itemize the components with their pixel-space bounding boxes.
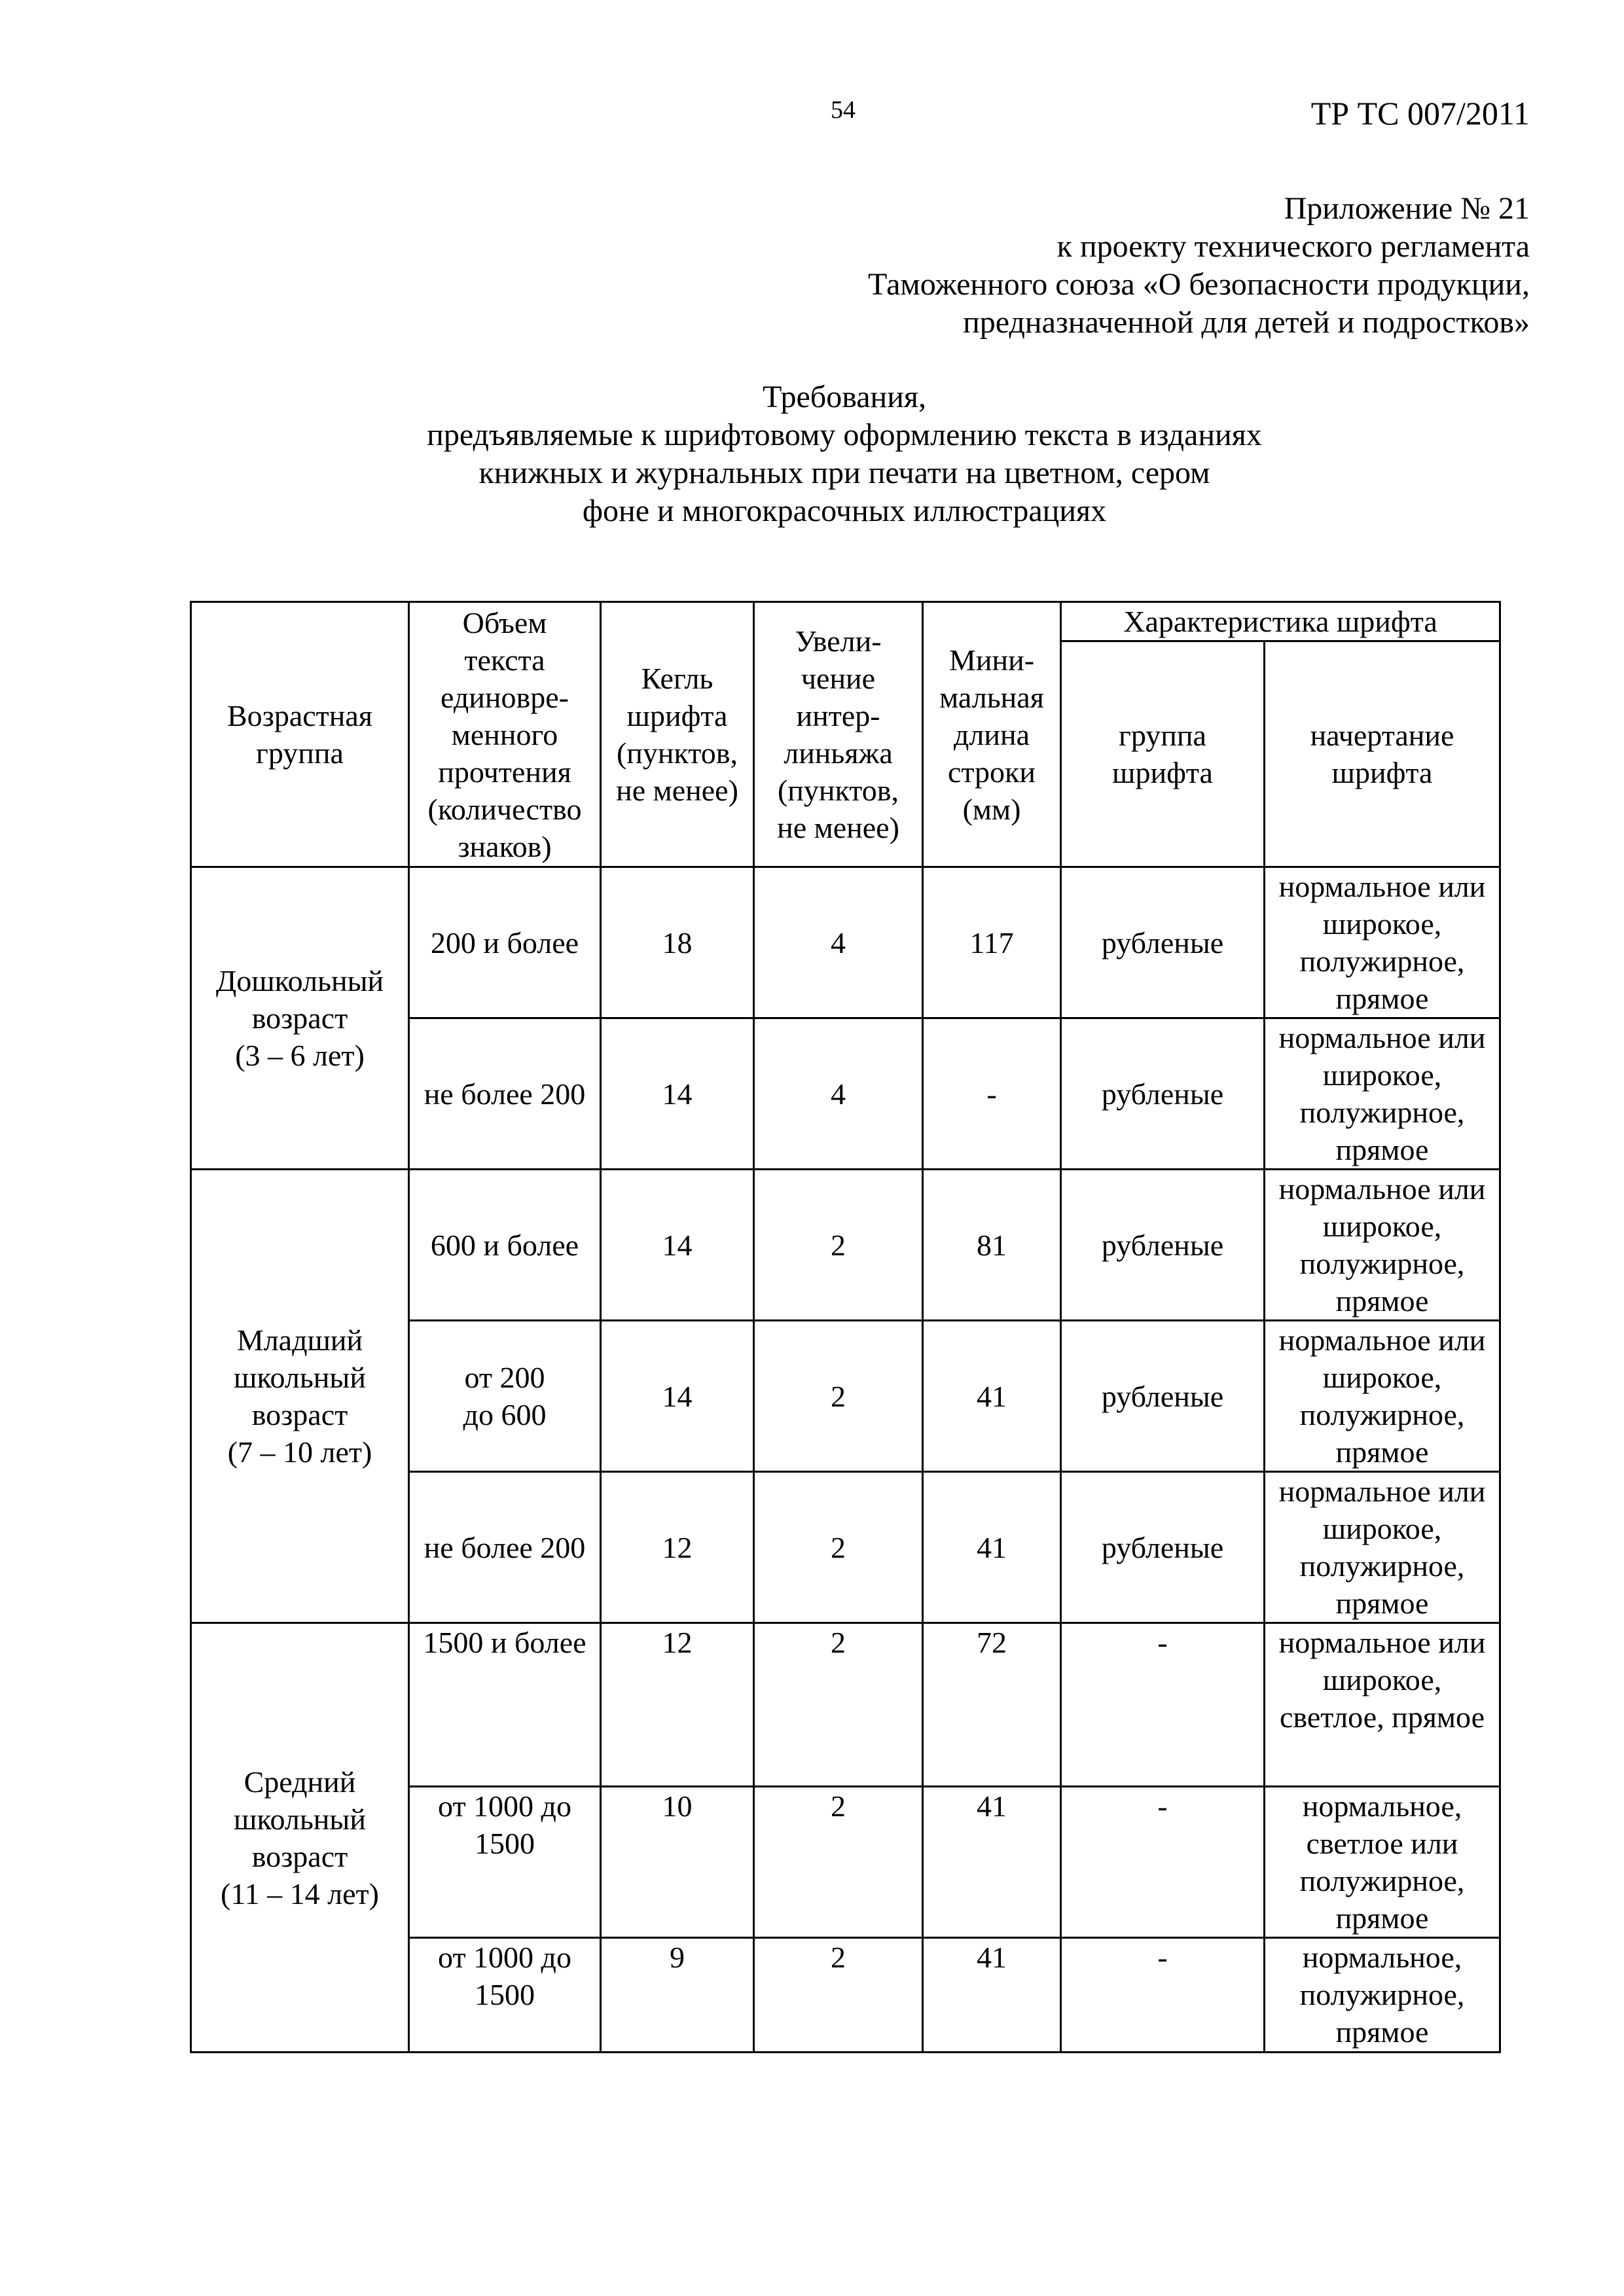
appendix-line: к проекту технического регламента (1056, 229, 1530, 264)
min-line-cell: 41 (923, 1787, 1061, 1938)
volume-cell: 200 и более (409, 867, 601, 1018)
min-line-cell: 81 (923, 1170, 1061, 1321)
title-line: книжных и журнальных при печати на цветном, сером (478, 456, 1210, 490)
font-size-cell: 12 (601, 1472, 754, 1623)
font-group-cell: рубленые (1061, 1018, 1265, 1170)
appendix-line: Таможенного союза «О безопасности продукции, (867, 267, 1530, 302)
leading-cell: 2 (754, 1321, 923, 1472)
leading-cell: 2 (754, 1170, 923, 1321)
font-size-cell: 18 (601, 867, 754, 1018)
header-font-size: Кегль шрифта (пунктов, не менее) (601, 602, 754, 867)
min-line-cell: 117 (923, 867, 1061, 1018)
min-line-cell: - (923, 1018, 1061, 1170)
table-row (191, 1170, 1500, 1321)
header-min-line-length: Мини- мальная длина строки (мм) (923, 602, 1061, 867)
font-style-cell: нормальное или широкое, полужирное, прямое (1265, 1170, 1500, 1321)
leading-cell: 4 (754, 867, 923, 1018)
font-style-cell: нормальное или широкое, полужирное, прямое (1265, 1472, 1500, 1623)
volume-cell: 600 и более (409, 1170, 601, 1321)
appendix-caption (868, 190, 1530, 342)
volume-cell: не более 200 (409, 1472, 601, 1623)
font-style-cell: нормальное, полужирное, прямое (1265, 1938, 1500, 2053)
font-size-cell: 14 (601, 1018, 754, 1170)
header-text-volume: Объем текста единовре- менного прочтения (количество знаков) (409, 602, 601, 867)
volume-cell: 1500 и более (409, 1623, 601, 1787)
font-size-cell: 14 (601, 1321, 754, 1472)
font-group-cell: - (1061, 1787, 1265, 1938)
volume-cell: от 1000 до 1500 (409, 1787, 601, 1938)
font-style-cell: нормальное или широкое, полужирное, прямое (1265, 1018, 1500, 1170)
page-number: 54 (831, 96, 856, 124)
font-group-cell: - (1061, 1938, 1265, 2053)
title-line: фоне и многокрасочных иллюстрациях (582, 493, 1107, 528)
font-size-cell: 9 (601, 1938, 754, 2053)
min-line-cell: 41 (923, 1938, 1061, 2053)
table-row (191, 1623, 1500, 1787)
appendix-line: Приложение № 21 (1284, 191, 1530, 226)
font-style-cell: нормальное или широкое, полужирное, прямое (1265, 1321, 1500, 1472)
volume-cell: от 1000 до 1500 (409, 1938, 601, 2053)
min-line-cell: 41 (923, 1472, 1061, 1623)
font-group-cell: рубленые (1061, 1321, 1265, 1472)
font-group-cell: рубленые (1061, 1170, 1265, 1321)
font-size-cell: 10 (601, 1787, 754, 1938)
document-code: ТР ТС 007/2011 (1310, 95, 1530, 132)
document-title (190, 378, 1499, 530)
volume-cell: от 200 до 600 (409, 1321, 601, 1472)
font-style-cell: нормальное, светлое или полужирное, прямое (1265, 1787, 1500, 1938)
volume-cell: не более 200 (409, 1018, 601, 1170)
age-group-cell: Младший школьный возраст (7 – 10 лет) (191, 1170, 409, 1623)
table-body (191, 867, 1500, 2053)
header-font-style: начертание шрифта (1265, 641, 1500, 867)
font-group-cell: - (1061, 1623, 1265, 1787)
leading-cell: 2 (754, 1787, 923, 1938)
title-line: Требования, (762, 380, 926, 414)
font-size-cell: 12 (601, 1623, 754, 1787)
font-group-cell: рубленые (1061, 867, 1265, 1018)
min-line-cell: 41 (923, 1321, 1061, 1472)
min-line-cell: 72 (923, 1623, 1061, 1787)
font-size-cell: 14 (601, 1170, 754, 1321)
font-group-cell: рубленые (1061, 1472, 1265, 1623)
leading-cell: 2 (754, 1938, 923, 2053)
header-age-group: Возрастная группа (191, 602, 409, 867)
table-row (191, 867, 1500, 1018)
age-group-cell: Средний школьный возраст (11 – 14 лет) (191, 1623, 409, 2053)
leading-cell: 2 (754, 1623, 923, 1787)
requirements-table (190, 601, 1501, 2053)
header-font-group: группа шрифта (1061, 641, 1265, 867)
age-group-cell: Дошкольный возраст (3 – 6 лет) (191, 867, 409, 1170)
title-line: предъявляемые к шрифтовому оформлению текста в изданиях (427, 418, 1262, 452)
font-style-cell: нормальное или широкое, полужирное, прямое (1265, 867, 1500, 1018)
appendix-line: предназначенной для детей и подростков» (963, 305, 1530, 340)
leading-cell: 2 (754, 1472, 923, 1623)
font-style-cell: нормальное или широкое, светлое, прямое (1265, 1623, 1500, 1787)
header-font-characteristics: Характеристика шрифта (1061, 602, 1500, 641)
leading-cell: 4 (754, 1018, 923, 1170)
header-leading: Увели- чение интер- линьяжа (пунктов, не менее) (754, 602, 923, 867)
